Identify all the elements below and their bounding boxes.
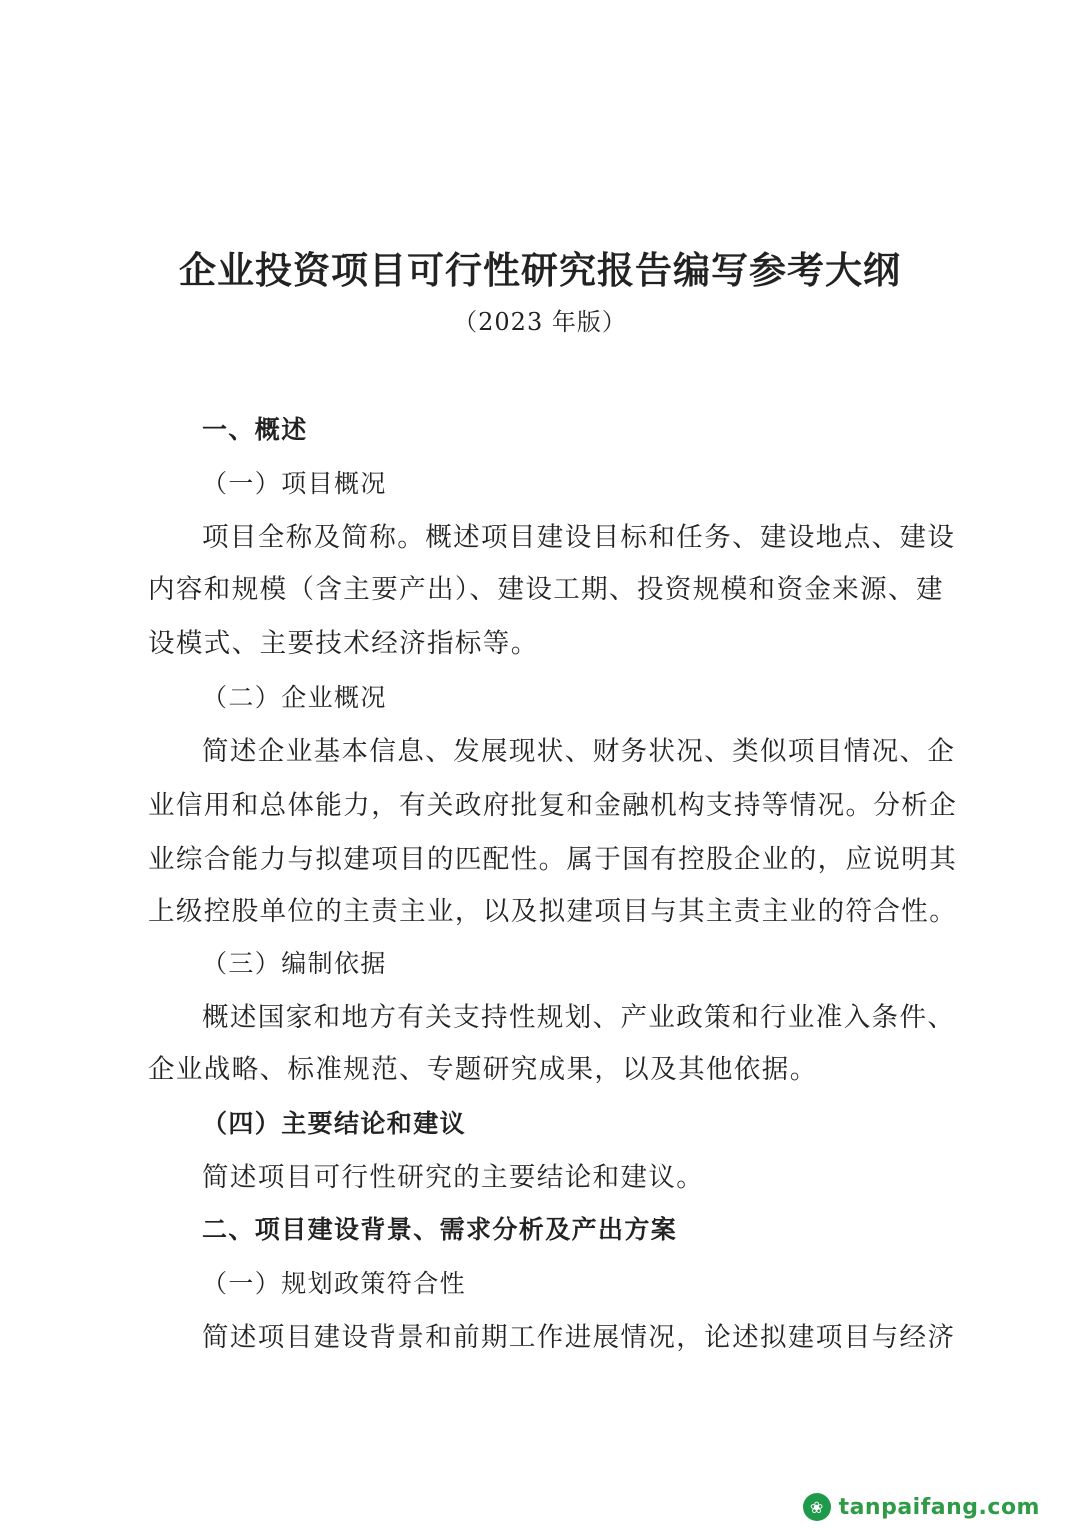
watermark — [803, 1490, 1040, 1524]
document-subtitle: （2023 年版） — [453, 308, 627, 336]
paragraph-line: 企业战略、标准规范、专题研究成果，以及其他依据。 — [148, 1054, 818, 1085]
paragraph-line: 业综合能力与拟建项目的匹配性。属于国有控股企业的，应说明其 — [148, 844, 958, 875]
paragraph-line: 简述项目建设背景和前期工作进展情况，论述拟建项目与经济 — [202, 1322, 956, 1353]
paragraph-line: 项目全称及简称。概述项目建设目标和任务、建设地点、建设 — [202, 522, 956, 553]
leaf-logo-icon: ❀ — [803, 1493, 831, 1521]
paragraph-line: 简述企业基本信息、发展现状、财务状况、类似项目情况、企 — [202, 736, 956, 767]
paragraph-line: 设模式、主要技术经济指标等。 — [148, 628, 539, 659]
subsection-heading: （四）主要结论和建议 — [202, 1109, 467, 1138]
subsection-heading: （一）规划政策符合性 — [202, 1269, 467, 1298]
watermark-text: tanpaifang.com — [838, 1494, 1040, 1520]
paragraph-line: 上级控股单位的主责主业，以及拟建项目与其主责主业的符合性。 — [148, 896, 958, 927]
section-heading: 一、概述 — [202, 415, 308, 444]
paragraph-line: 内容和规模（含主要产出）、建设工期、投资规模和资金来源、建 — [148, 574, 944, 605]
paragraph-line: 简述项目可行性研究的主要结论和建议。 — [202, 1162, 705, 1193]
document-title: 企业投资项目可行性研究报告编写参考大纲 — [179, 249, 901, 292]
subsection-heading: （三）编制依据 — [202, 949, 387, 978]
subsection-heading: （二）企业概况 — [202, 683, 387, 712]
section-heading: 二、项目建设背景、需求分析及产出方案 — [202, 1215, 678, 1244]
paragraph-line: 概述国家和地方有关支持性规划、产业政策和行业准入条件、 — [202, 1002, 956, 1033]
paragraph-line: 业信用和总体能力，有关政府批复和金融机构支持等情况。分析企 — [148, 790, 958, 821]
subsection-heading: （一）项目概况 — [202, 469, 387, 498]
